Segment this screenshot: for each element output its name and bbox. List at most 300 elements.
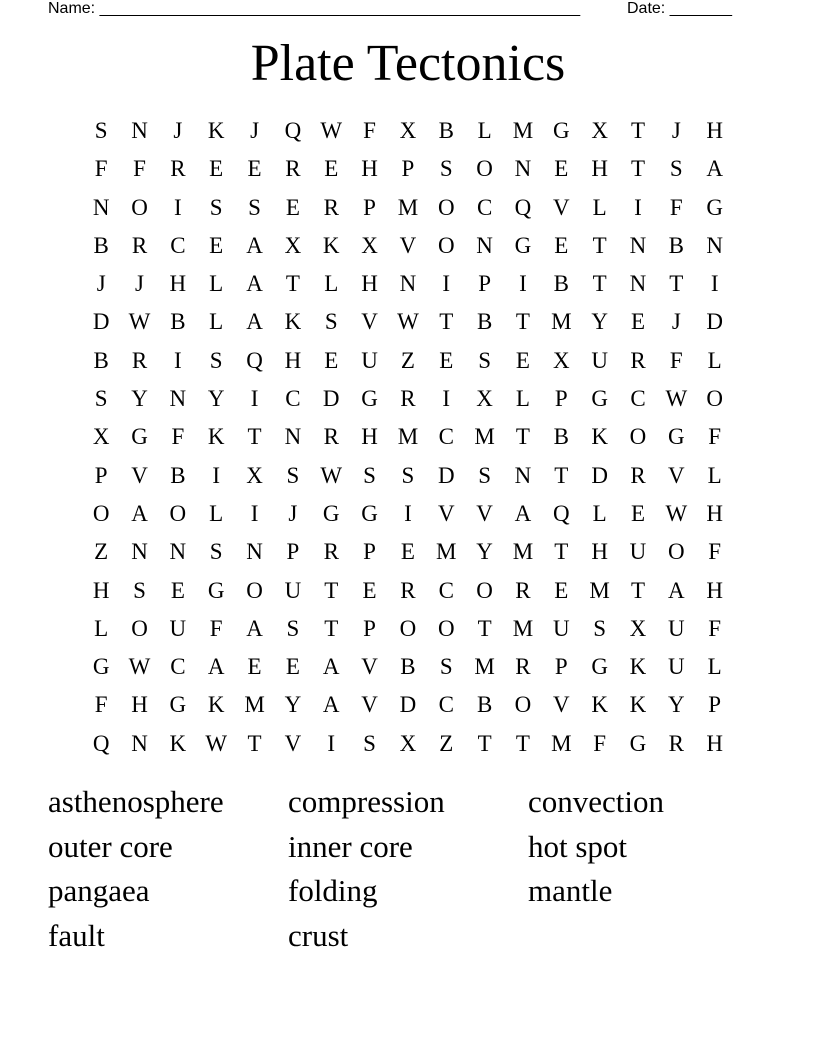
grid-letter: D [706,309,723,335]
grid-letter: S [478,347,491,373]
grid-letter: C [630,386,646,412]
grid-letter: S [669,156,683,182]
word-bank-item: hot spot [528,828,628,864]
grid-letter: T [669,271,684,297]
grid-letter: V [284,730,302,756]
grid-letter: H [169,271,187,297]
grid-row [82,265,734,303]
grid-letter: S [401,462,415,488]
grid-letter: B [476,692,493,718]
grid-letter: O [706,386,723,412]
date-field: Date: _______ [627,0,732,17]
grid-letter: Q [514,194,532,220]
grid-letter: M [397,194,419,220]
grid-letter: F [171,424,185,450]
grid-row [82,686,734,724]
grid-letter: N [169,539,187,565]
grid-letter: J [250,118,260,143]
grid-letter: I [174,347,182,373]
grid-letter: R [668,730,684,756]
grid-letter: B [170,309,186,335]
grid-letter: K [591,424,608,450]
grid-letter: H [284,347,302,373]
grid-row [82,150,734,188]
word-bank-item: convection [528,784,665,819]
grid-letter: J [173,118,183,143]
grid-letter: C [170,654,186,680]
grid-letter: M [551,730,572,756]
grid-row [82,648,734,686]
grid-letter: B [438,118,454,143]
grid-letter: T [554,539,569,565]
grid-letter: N [92,194,110,220]
grid-letter: N [514,156,532,182]
grid-letter: C [438,424,454,450]
grid-row [82,610,734,648]
grid-letter: F [133,156,146,182]
grid-letter: K [207,424,225,450]
grid-letter: D [399,692,417,718]
grid-row [82,495,734,533]
grid-letter: W [205,730,228,756]
grid-letter: X [591,118,608,143]
word-bank-item: outer core [48,828,173,864]
grid-letter: G [552,118,570,143]
grid-letter: Z [94,539,109,565]
grid-letter: T [592,232,607,258]
grid-letter: V [552,692,570,718]
grid-letter: V [552,194,570,220]
grid-row [82,725,734,763]
grid-letter: T [630,156,646,182]
grid-letter: B [400,654,416,680]
grid-letter: W [320,118,343,143]
grid-letter: W [665,386,688,412]
grid-letter: F [708,539,722,565]
grid-letter: T [439,309,454,335]
grid-letter: H [361,271,378,297]
grid-letter: J [671,118,681,143]
grid-letter: U [629,539,647,565]
grid-letter: P [554,654,568,680]
grid-letter: O [246,577,263,603]
grid-letter: O [437,232,455,258]
grid-letter: A [246,271,263,297]
grid-row [82,380,734,418]
grid-letter: Y [131,386,148,412]
grid-letter: G [591,386,608,412]
grid-letter: P [554,386,568,412]
grid-letter: D [92,309,110,335]
grid-letter: P [363,539,376,565]
grid-letter: Y [668,692,685,718]
grid-letter: I [442,271,451,297]
word-bank-item: folding [288,873,378,908]
grid-letter: N [629,232,647,258]
grid-letter: E [170,577,185,603]
grid-letter: R [170,156,186,182]
grid-letter: T [515,730,530,756]
grid-letter: I [327,730,336,756]
grid-letter: O [476,156,493,182]
grid-letter: E [554,232,569,258]
grid-letter: V [668,462,685,488]
grid-letter: S [593,615,607,641]
grid-letter: N [284,424,302,450]
grid-letter: I [250,386,259,412]
grid-letter: X [399,730,417,756]
grid-letter: T [554,462,569,488]
grid-letter: H [361,424,378,450]
grid-letter: G [629,730,647,756]
grid-letter: O [476,577,493,603]
grid-letter: N [629,271,647,297]
grid-letter: B [170,462,186,488]
grid-letter: L [707,654,722,680]
grid-letter: T [247,424,262,450]
grid-letter: O [437,194,455,220]
grid-letter: I [212,462,221,488]
grid-letter: F [94,156,108,182]
grid-letter: V [361,309,378,335]
grid-letter: M [244,692,265,718]
grid-letter: T [630,118,646,143]
grid-letter: L [209,309,224,335]
grid-letter: A [207,654,225,680]
grid-letter: P [363,194,376,220]
grid-row [82,418,734,456]
word-bank-item: asthenosphere [48,784,224,819]
grid-letter: G [322,500,340,526]
grid-letter: G [207,577,225,603]
grid-letter: T [630,577,646,603]
grid-letter: K [207,118,225,143]
grid-letter: E [247,156,262,182]
grid-letter: X [399,118,417,143]
grid-letter: R [323,424,339,450]
grid-letter: S [439,156,453,182]
grid-letter: F [593,730,607,756]
grid-letter: P [363,615,376,641]
name-field: Name: ______________________________________________________ [48,0,581,17]
grid-row [82,342,734,380]
grid-letter: S [133,577,146,603]
word-bank-item: crust [288,917,349,953]
grid-letter: I [519,271,527,297]
grid-letter: A [246,309,263,335]
grid-letter: K [322,232,340,258]
grid-letter: R [630,462,646,488]
grid-letter: A [131,500,148,526]
grid-row [82,112,734,150]
grid-letter: I [250,500,259,526]
grid-letter: L [477,118,492,143]
grid-letter: E [285,194,300,220]
grid-letter: H [131,692,148,718]
grid-letter: T [285,271,300,297]
grid-letter: L [592,194,607,220]
grid-letter: L [209,271,224,297]
grid-letter: G [169,692,187,718]
grid-letter: V [131,462,148,488]
grid-letter: A [322,654,340,680]
grid-letter: F [669,194,683,220]
grid-letter: A [514,500,532,526]
grid-letter: S [363,730,376,756]
grid-letter: M [512,118,534,143]
grid-letter: S [324,309,338,335]
grid-letter: S [94,386,108,412]
grid-letter: K [629,692,647,718]
grid-row [82,457,734,495]
grid-letter: G [361,386,378,412]
grid-letter: X [92,424,110,450]
grid-letter: T [247,730,262,756]
grid-letter: T [324,615,339,641]
grid-letter: F [209,615,223,641]
grid-letter: O [399,615,417,641]
grid-letter: H [706,577,723,603]
grid-letter: Q [92,730,110,756]
grid-letter: O [668,539,685,565]
grid-letter: Z [400,347,415,373]
grid-letter: T [324,577,339,603]
grid-letter: C [476,194,493,220]
grid-letter: U [591,347,608,373]
grid-letter: E [285,654,300,680]
word-bank-item: mantle [528,873,613,908]
grid-letter: S [363,462,376,488]
grid-letter: T [477,730,492,756]
grid-letter: L [707,347,722,373]
grid-letter: F [669,347,683,373]
grid-letter: Q [284,118,302,143]
grid-letter: M [512,539,534,565]
grid-letter: C [438,577,454,603]
grid-row [82,227,734,265]
grid-letter: G [591,654,608,680]
grid-letter: O [514,692,532,718]
grid-letter: O [92,500,110,526]
grid-letter: U [668,615,685,641]
grid-row [82,189,734,227]
word-bank-item: inner core [288,828,413,864]
grid-letter: E [400,539,415,565]
grid-letter: Q [246,347,263,373]
grid-letter: S [209,539,223,565]
grid-letter: T [477,615,492,641]
grid-letter: W [128,654,151,680]
grid-letter: V [361,654,378,680]
grid-letter: F [708,424,722,450]
grid-letter: E [630,309,646,335]
grid-letter: K [629,654,647,680]
grid-letter: R [285,156,301,182]
grid-letter: S [209,194,223,220]
grid-letter: P [478,271,491,297]
grid-letter: P [94,462,108,488]
grid-letter: X [629,615,647,641]
grid-letter: B [668,232,684,258]
grid-letter: B [93,347,109,373]
grid-letter: K [591,692,608,718]
grid-letter: H [92,577,110,603]
grid-letter: N [169,386,187,412]
grid-letter: I [442,386,451,412]
grid-letter: I [404,500,412,526]
grid-letter: G [668,424,685,450]
grid-letter: U [552,615,570,641]
grid-letter: E [515,347,530,373]
grid-letter: N [131,730,148,756]
grid-letter: E [554,156,569,182]
grid-letter: Y [207,386,225,412]
grid-letter: N [476,232,493,258]
grid-letter: C [438,692,454,718]
grid-letter: R [323,539,339,565]
word-search-grid [82,112,734,763]
grid-letter: M [474,424,495,450]
grid-letter: D [322,386,340,412]
grid-letter: A [706,156,723,182]
grid-letter: R [131,232,148,258]
grid-letter: Z [439,730,454,756]
grid-letter: P [286,539,300,565]
grid-letter: H [361,156,378,182]
grid-letter: O [131,194,148,220]
grid-letter: F [363,118,376,143]
grid-letter: R [515,654,531,680]
grid-letter: A [246,615,263,641]
grid-letter: F [708,615,722,641]
grid-letter: E [209,156,224,182]
grid-letter: S [478,462,491,488]
grid-letter: H [591,156,608,182]
grid-letter: M [512,615,534,641]
grid-letter: N [514,462,532,488]
grid-letter: Y [284,692,302,718]
grid-letter: Y [476,539,493,565]
grid-letter: D [591,462,608,488]
grid-letter: M [436,539,457,565]
grid-letter: F [94,692,108,718]
grid-letter: H [706,500,723,526]
word-bank-item: compression [288,784,445,819]
grid-letter: T [592,271,607,297]
grid-letter: A [246,232,263,258]
grid-letter: N [246,539,263,565]
page-title: Plate Tectonics [250,35,566,92]
grid-letter: S [94,118,108,143]
grid-letter: U [668,654,685,680]
grid-letter: B [93,232,109,258]
grid-letter: D [437,462,455,488]
grid-letter: C [285,386,301,412]
grid-letter: O [437,615,455,641]
word-bank [48,780,768,958]
grid-row [82,303,734,341]
grid-letter: G [706,194,723,220]
grid-letter: U [284,577,302,603]
grid-letter: A [322,692,340,718]
grid-letter: E [324,347,339,373]
grid-letter: L [592,500,607,526]
grid-letter: B [553,271,569,297]
grid-letter: T [515,309,530,335]
grid-letter: G [361,500,378,526]
grid-letter: X [284,232,302,258]
grid-letter: O [131,615,148,641]
grid-letter: O [169,500,187,526]
grid-letter: Q [552,500,570,526]
grid-letter: G [514,232,532,258]
grid-letter: L [515,386,530,412]
grid-letter: L [324,271,339,297]
grid-letter: N [131,539,148,565]
grid-row [82,572,734,610]
grid-letter: O [629,424,647,450]
grid-row [82,533,734,571]
grid-letter: X [552,347,570,373]
grid-letter: V [476,500,493,526]
grid-letter: S [209,347,223,373]
grid-letter: U [169,615,187,641]
grid-letter: N [706,232,723,258]
grid-letter: V [437,500,455,526]
grid-letter: N [131,118,148,143]
word-bank-item: fault [48,917,105,953]
grid-letter: J [671,309,681,335]
grid-letter: L [209,500,224,526]
grid-letter: E [247,654,262,680]
grid-letter: J [135,271,144,297]
grid-letter: M [474,654,495,680]
grid-letter: L [707,462,722,488]
grid-letter: R [400,386,416,412]
grid-letter: E [362,577,377,603]
grid-letter: E [209,232,224,258]
grid-letter: S [286,615,300,641]
grid-letter: I [710,271,719,297]
grid-letter: R [323,194,339,220]
grid-letter: W [397,309,419,335]
grid-letter: H [706,730,723,756]
grid-letter: R [630,347,646,373]
grid-letter: V [399,232,417,258]
grid-letter: Y [591,309,608,335]
grid-letter: R [515,577,531,603]
grid-letter: E [439,347,454,373]
grid-letter: B [476,309,493,335]
grid-letter: M [589,577,610,603]
grid-letter: N [399,271,417,297]
grid-letter: P [401,156,415,182]
grid-letter: K [207,692,225,718]
grid-letter: R [400,577,416,603]
word-bank-item: pangaea [48,873,150,908]
grid-letter: A [668,577,685,603]
grid-letter: V [361,692,378,718]
grid-letter: K [169,730,187,756]
grid-letter: X [246,462,263,488]
grid-letter: E [554,577,569,603]
grid-letter: B [553,424,569,450]
grid-letter: X [476,386,493,412]
grid-letter: R [131,347,148,373]
grid-letter: T [515,424,530,450]
grid-letter: W [128,309,151,335]
grid-letter: I [634,194,642,220]
